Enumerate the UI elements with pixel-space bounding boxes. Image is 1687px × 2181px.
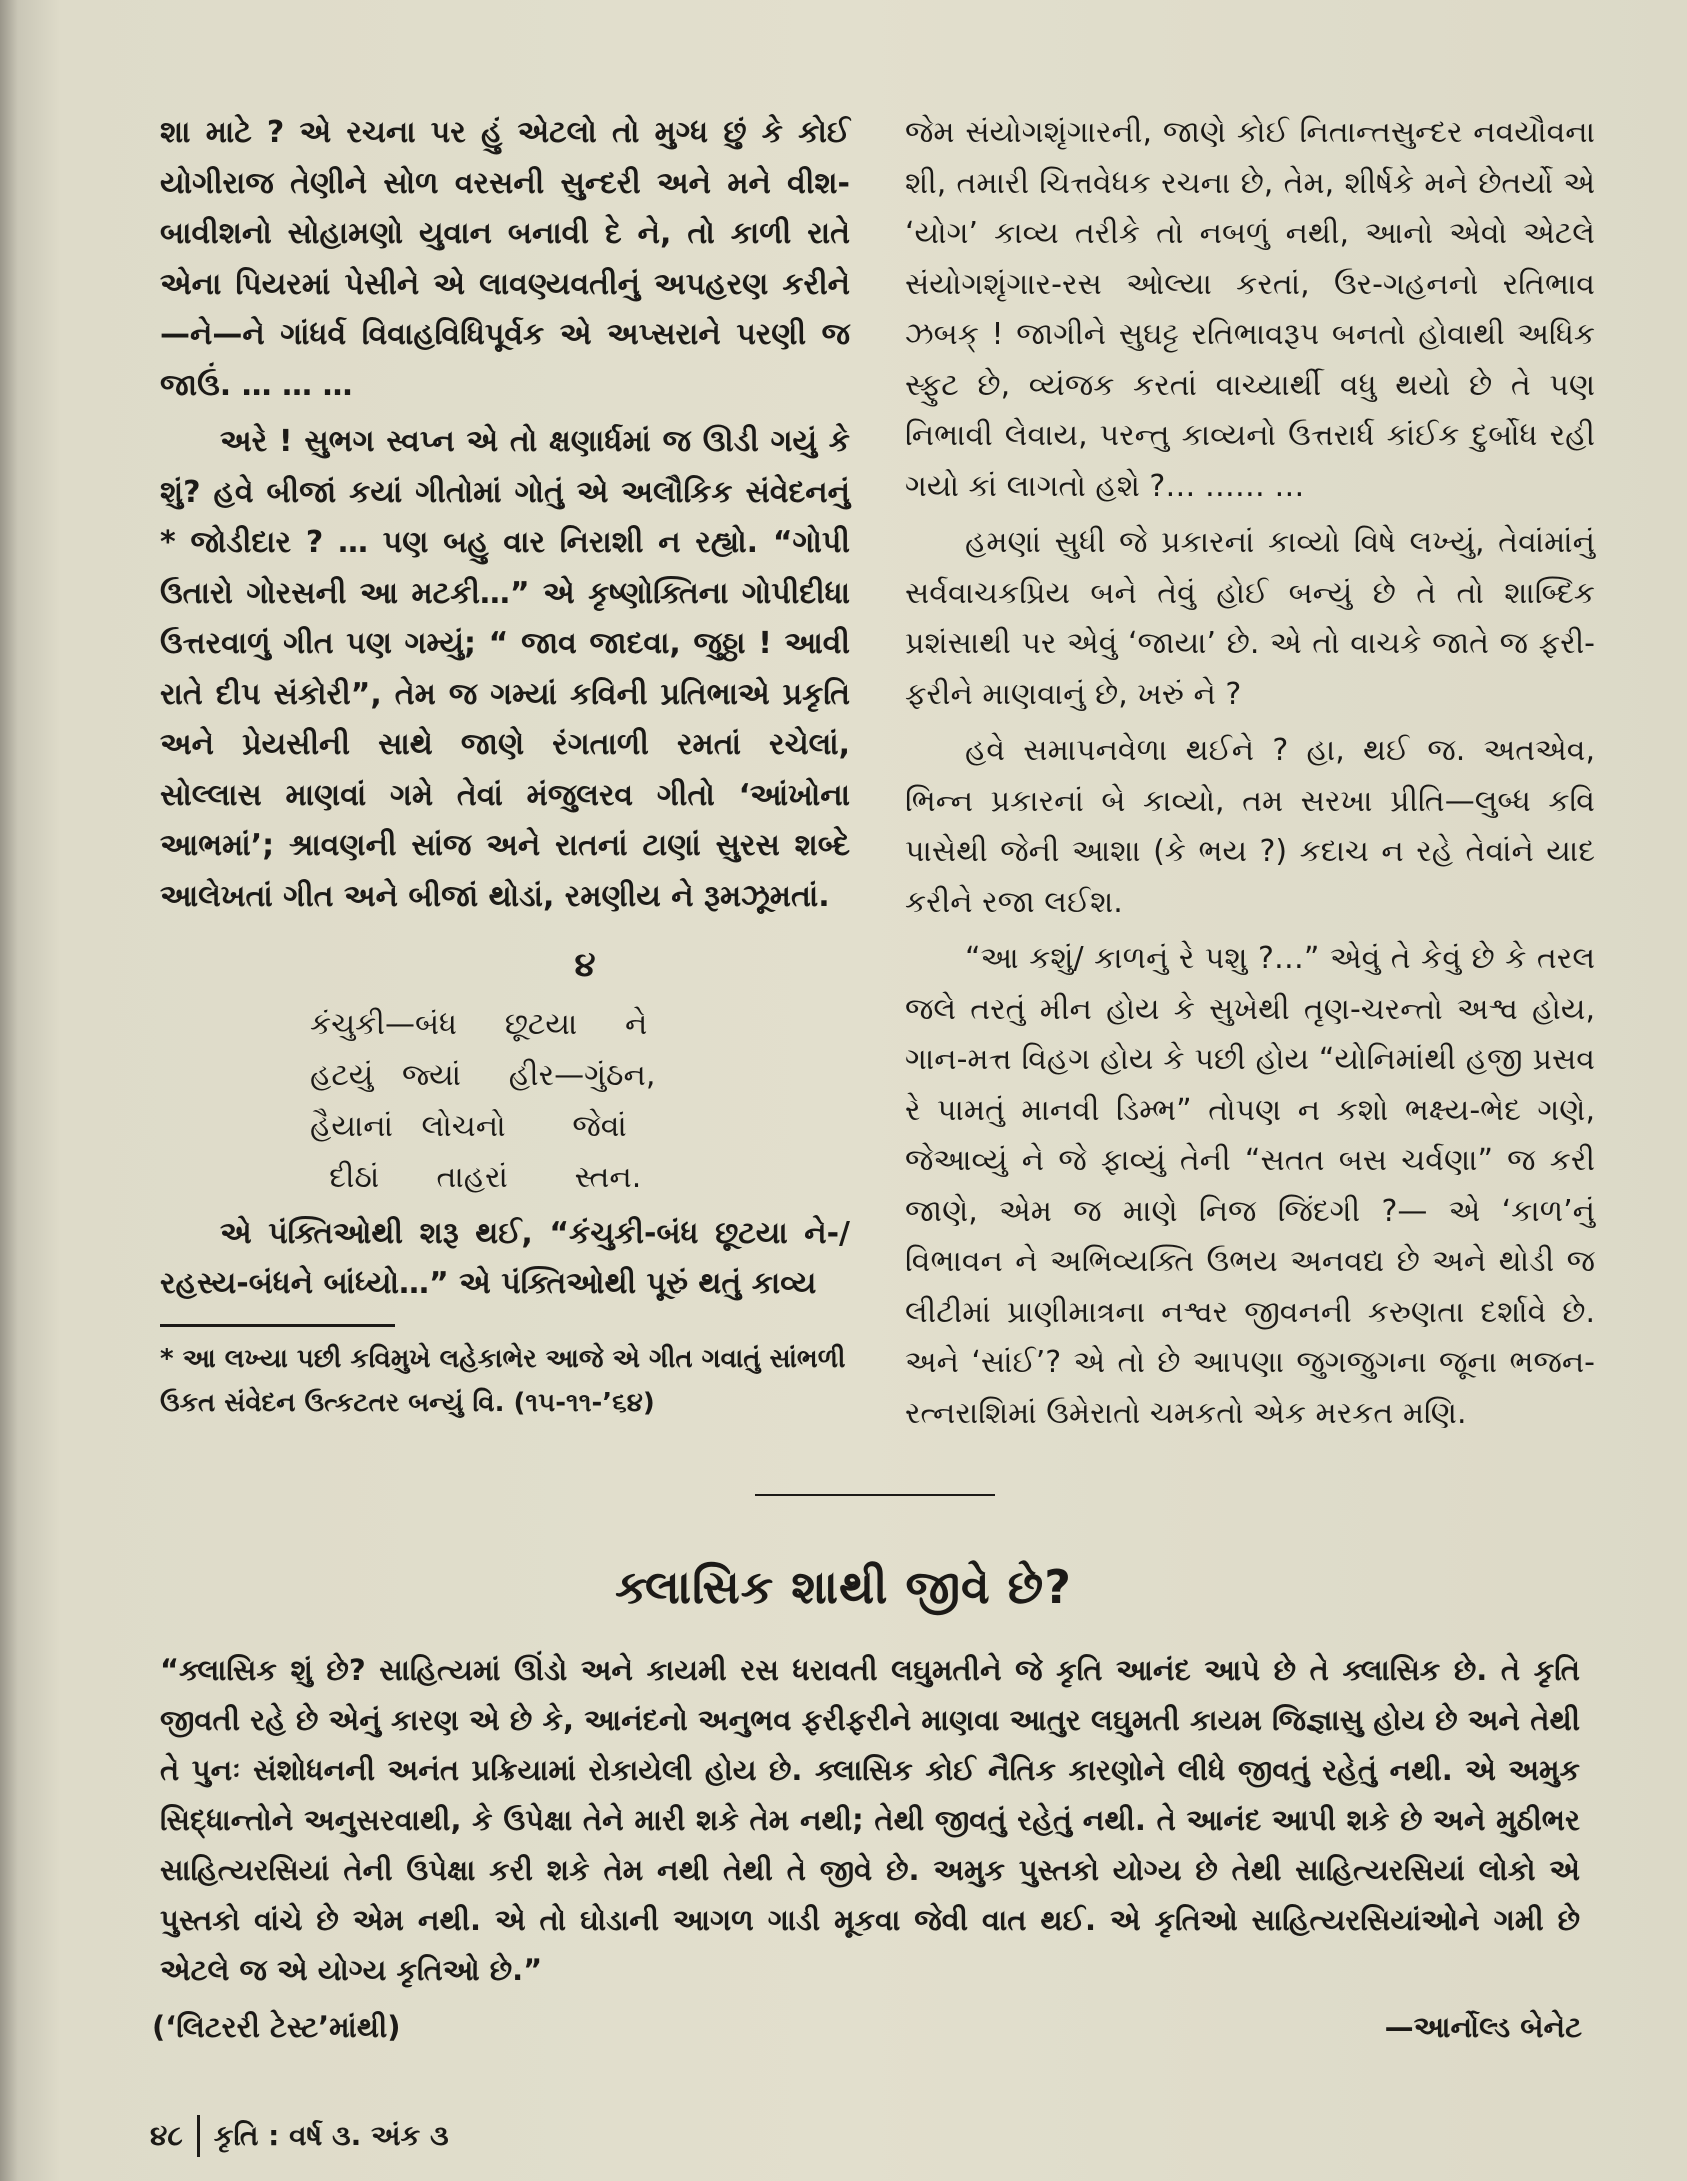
left-paragraph-1: શા માટે ? એ રચના પર હું એટલો તો મુગ્ધ છું કે કોઈ યોગીરાજ તેણીને સોળ વરસની સુન્દરી અને મને વીશ-બાવીશનો સોહામણો યુવાન બનાવી દે ને, તો કાળી રાતે એના પિયરમાં પેસીને એ લાવણ્યવતીનું અપહરણ કરીને—ને—ને ગાંધર્વ વિવાહવિધિપૂર્વક એ અપ્સરાને પરણી જ જાઉં. … … … bbox=[160, 115, 850, 403]
quote-source: (‘લિટરરી ટેસ્ટ’માંથી) bbox=[152, 2010, 401, 2044]
poem-line: હૈયાનાં લોચનો જેવાં bbox=[310, 1108, 627, 1144]
right-paragraph-1: જેમ સંયોગશૃંગારની, જાણે કોઈ નિતાન્તસુન્દર નવયૌવના શી, તમારી ચિત્તવેધક રચના છે, તેમ, શીર્ષકે મને છેતર્યો એ ‘યોગ’ કાવ્ય તરીકે તો નબળું નથી, આનો એવો એટલે સંયોગશૃંગાર-રસ ઓલ્યા કરતાં, ઉર-ગહનનો રતિભાવ ઝબક્ ! જાગીને સુઘટ્ટ રતિભાવરૂપ બનતો હોવાથી અધિક સ્ફુટ છે, વ્યંજક કરતાં વાચ્યાર્થી વધુ થયો છે તે પણ નિભાવી લેવાય, પરન્તુ કાવ્યનો ઉત્તરાર્ધ કાંઈક દુર્બોધ રહી ગયો કાં લાગતો હશે ?… …… … bbox=[905, 115, 1595, 504]
folio-bar bbox=[197, 2115, 200, 2157]
section-number: ૪ bbox=[574, 945, 596, 985]
footnote: * આ લખ્યા પછી કવિમુખે લહેકાભેર આજે એ ગીત ગવાતું સાંભળી ઉકત સંવેદન ઉત્કટતર બન્યું વિ. (૧૫-૧૧-’૬૪) bbox=[160, 1343, 846, 1418]
left-paragraph-2: અરે ! સુભગ સ્વપ્ન એ તો ક્ષણાર્ધમાં જ ઊડી ગયું કે શું? હવે બીજાં કયાં ગીતોમાં ગોતું એ અલૌકિક સંવેદનનું * જોડીદાર ? … પણ બહુ વાર નિરાશી ન રહ્યો. “ગોપી ઉતારો ગોરસની આ મટકી…” એ કૃષ્ણોક્તિના ગોપીદીધા ઉત્તરવાળું ગીત પણ ગમ્યું; “ જાવ જાદવા, જુઠ્ઠા ! આવી રાતે દીપ સંકોરી”, તેમ જ ગમ્યાં કવિની પ્રતિભાએ પ્રકૃતિ અને પ્રેયસીની સાથે જાણે રંગતાળી રમતાં રચેલાં, સોલ્લાસ માણવાં ગમે તેવાં મંજુલરવ ગીતો ‘આંખોના આભમાં’; શ્રાવણની સાંજ અને રાતનાં ટાણાં સુરસ શબ્દે આલેખતાં ગીત અને બીજાં થોડાં, રમણીય ને રૂમઝૂમતાં. bbox=[160, 424, 850, 914]
box-footer bbox=[152, 2010, 1582, 2060]
poem-stanza bbox=[310, 999, 850, 1203]
page-number: ૪૮ bbox=[150, 2119, 183, 2152]
left-paragraph-3: એ પંક્તિઓથી શરૂ થઈ, “કંચુકી-બંધ છૂટયા ને-/ રહસ્ય-બંધને બાંધ્યો…” એ પંક્તિઓથી પૂરું થતું કાવ્ય bbox=[160, 1215, 850, 1301]
poem-line: દીઠાં તાહરાં સ્તન. bbox=[310, 1159, 642, 1195]
right-paragraph-4: “આ કશું/ કાળનું રે પશુ ?…” એવું તે કેવું છે કે તરલ જલે તરતું મીન હોય કે સુખેથી તૃણ-ચરન્તો અશ્વ હોય, ગાન-મત્ત વિહગ હોય કે પછી હોય “યોનિમાંથી હજી પ્રસવ રે પામતું માનવી ડિમ્ભ” તોપણ ન કશો ભક્ષ્ય-ભેદ ગણે, જેઆવ્યું ને જે ફાવ્યું તેની “સતત બસ ચર્વણા” જ કરી જાણે, એમ જ માણે નિજ જિંદગી ?— એ ‘કાળ’નું વિભાવન ને અભિવ્યક્તિ ઉભય અનવદ્ય છે અને થોડી જ લીટીમાં પ્રાણીમાત્રના નશ્વર જીવનની કરુણતા દર્શાવે છે. અને ‘સાંઈ’? એ તો છે આપણા જુગજુગના જૂના ભજન-રત્નરાશિમાં ઉમેરાતો ચમકતો એક મરકત મણિ. bbox=[905, 941, 1595, 1431]
right-paragraph-3: હવે સમાપનવેળા થઈને ? હા, થઈ જ. અતએવ, ભિન્ન પ્રકારનાં બે કાવ્યો, તમ સરખા પ્રીતિ—લુબ્ધ કવિ પાસેથી જેની આશા (કે ભય ?) કદાચ ન રહે તેવાંને યાદ કરીને રજા લઈશ. bbox=[905, 733, 1595, 920]
right-paragraph-2: હમણાં સુધી જે પ્રકારનાં કાવ્યો વિષે લખ્યું, તેવાંમાંનું સર્વવાચકપ્રિય બને તેવું હોઈ બન્યું છે તે તો શાબ્દિક પ્રશંસાથી પર એવું ‘જાયા’ છે. એ તો વાચકે જાતે જ ફરી-ફરીને માણવાનું છે, ખરું ને ? bbox=[905, 525, 1595, 712]
box-title: ક્લાસિક શાથી જીવે છે? bbox=[615, 1560, 1072, 1614]
section-divider bbox=[755, 1494, 995, 1496]
footnote-rule bbox=[160, 1324, 395, 1327]
left-column bbox=[160, 108, 850, 1425]
quote-author: —આર્નોલ્ડ બેનેટ bbox=[1384, 2010, 1582, 2044]
poem-line: કંચુકી—બંધ છૂટયા ને bbox=[310, 1006, 648, 1042]
folio bbox=[150, 2115, 449, 2157]
journal-issue: કૃતિ : વર્ષ ૩. અંક ૩ bbox=[213, 2119, 449, 2152]
right-column bbox=[905, 108, 1595, 1445]
box-quote: “ક્લાસિક શું છે? સાહિત્યમાં ઊંડો અને કાયમી રસ ધરાવતી લઘુમતીને જે કૃતિ આનંદ આપે છે તે ક્લાસિક છે. તે કૃતિ જીવતી રહે છે એનું કારણ એ છે કે, આનંદનો અનુભવ ફરીફરીને માણવા આતુર લઘુમતી કાયમ જિજ્ઞાસુ હોય છે અને તેથી તે પુનઃ સંશોધનની અનંત પ્રક્રિયામાં રોકાયેલી હોય છે. ક્લાસિક કોઈ નૈતિક કારણોને લીધે જીવતું રહેતું નથી. એ અમુક સિદ્ધાન્તોને અનુસરવાથી, કે ઉપેક્ષા તેને મારી શકે તેમ નથી; તેથી જીવતું રહેતું નથી. તે આનંદ આપી શકે છે અને મુઠીભર સાહિત્યરસિયાં તેની ઉપેક્ષા કરી શકે તેમ નથી તેથી તે જીવે છે. અમુક પુસ્તકો યોગ્ય છે તેથી સાહિત્યરસિયાં લોકો એ પુસ્તકો વાંચે છે એમ નથી. એ તો ઘોડાની આગળ ગાડી મૂકવા જેવી વાત થઈ. એ કૃતિઓ સાહિત્યરસિયાંઓને ગમી છે એટલે જ એ યોગ્ય કૃતિઓ છે.” bbox=[160, 1653, 1580, 1987]
poem-line: હટયું જ્યાં હીર—ગુંઠન, bbox=[310, 1057, 656, 1093]
